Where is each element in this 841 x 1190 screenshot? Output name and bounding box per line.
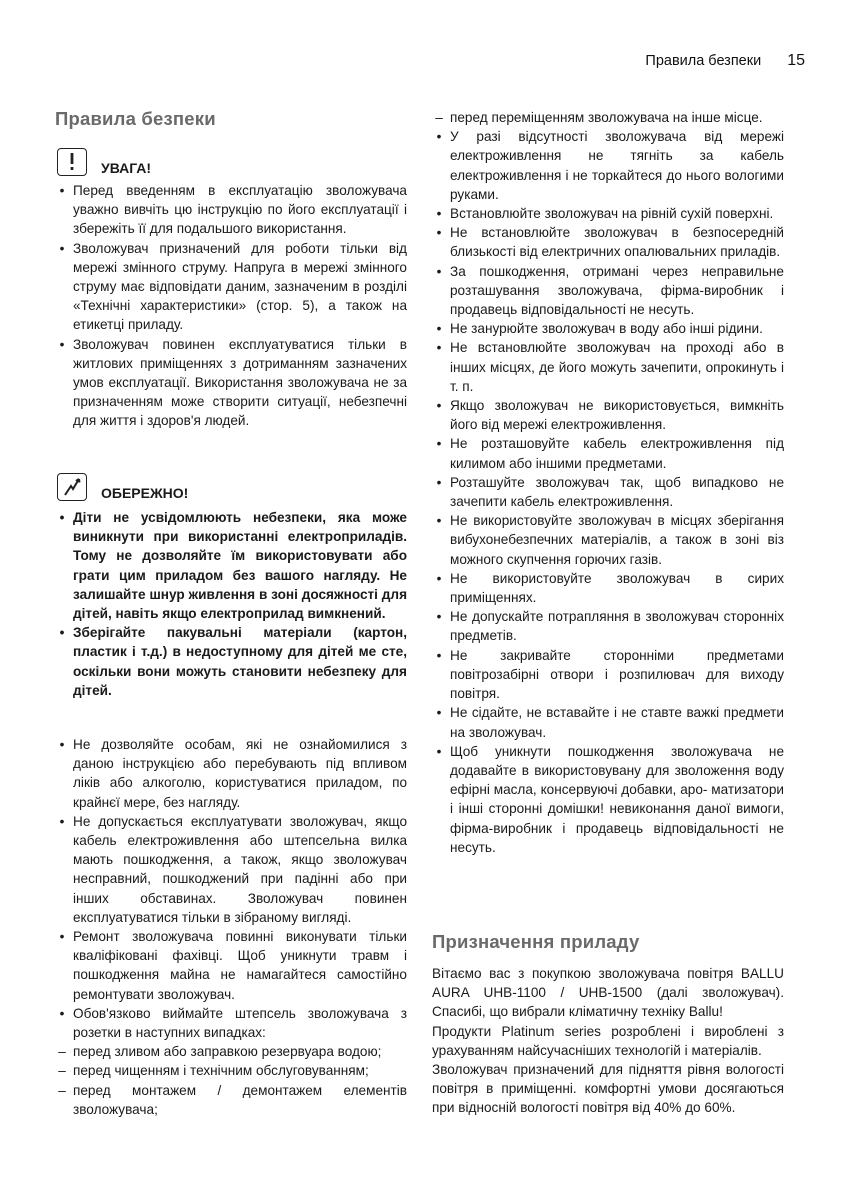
- general-list: [55, 735, 407, 1119]
- list-item: • Ремонт зволожувача повинні виконувати тільки кваліфіковані фахівці. Щоб уникнути травм і пошкодження майна не намагайтеся самостійно ремонтувати зволожувач.: [59, 929, 407, 1002]
- purpose-paragraph: Зволожувач призначений для підняття рівня вологості повітря в приміщенні. комфортні умови досягаються при відносній вологості повітря від 40% до 60%.: [432, 1062, 784, 1116]
- list-item: • Не розташовуйте кабель електроживлення під килимом або іншими предметами.: [436, 436, 784, 471]
- danger-list: [55, 508, 407, 700]
- section-title-safety: Правила безпеки: [55, 108, 216, 129]
- list-item: • Не використовуйте зволожувач в місцях зберігання вибухонебезпечних матеріалів, а також в зоні віз можного скупчення горючих газів.: [436, 513, 784, 567]
- list-item: • Обов'язково виймайте штепсель зволожувача з розетки в наступних випадках:: [59, 1005, 407, 1041]
- caution-list: [55, 181, 407, 431]
- list-item: • Зволожувач призначений для роботи тільки від мережі змінного струму. Напруга в мережі змінного струму має відповідати даним, зазначеним в розділі «Технічні характеристики» (стор. 5), а також на етикетці приладу.: [59, 240, 407, 333]
- list-item: • Перед введенням в експлуатацію зволожувача уважно вивчіть цю інструкцію по його експлуатації і збережіть її для подальшого використання.: [59, 183, 407, 237]
- dash-item: – перед чищенням і технічним обслуговуванням;: [58, 1063, 369, 1079]
- electric-shock-icon: [57, 473, 87, 501]
- list-item: • У разі відсутності зволожувача від мережі електроживлення не тягніть за кабель електроживлення і не торкайтеся до нього вологими руками.: [436, 129, 784, 202]
- list-item: • Встановлюйте зволожувач на рівній сухій поверхні.: [436, 206, 774, 222]
- list-item: • Діти не усвідомлюють небезпеки, яка може виникнути при використанні електроприладів. Тому не дозволяйте їм використовувати або грати цим приладом без вашого нагляду. Не залишайте шнур живлення в зоні досяжності для дітей, навіть якщо електроприлад вимкнений.: [59, 510, 407, 622]
- list-item: • Не дозволяйте особам, які не ознайомилися з даною інструкцією або перебувають під впливом ліків або алкоголю, користуватися приладом, по крайнєї мере, без нагляду.: [59, 737, 407, 810]
- list-item: • Зберігайте пакувальні матеріали (картон, пластик і т.д.) в недоступному для дітей ме сте, оскільки вони можуть становити небезпеку для дітей.: [59, 625, 407, 698]
- list-item: • Не занурюйте зволожувач в воду або інші рідини.: [436, 321, 763, 337]
- danger-label: ОБЕРЕЖНО!: [101, 485, 189, 501]
- exclamation-icon: [57, 148, 87, 176]
- running-header: [645, 52, 805, 70]
- dash-item: – перед монтажем / демонтажем елементів зволожувача;: [58, 1082, 407, 1117]
- list-item: • Не сідайте, не вставайте і не ставте важкі предмети на зволожувач.: [436, 705, 784, 740]
- list-item: • Зволожувач повинен експлуатуватися тільки в житлових приміщеннях з дотриманням зазначених умов експлуатації. Використання зволожувача не за призначенням може створити ситуації, небезпечні для життя і здоров'я людей.: [59, 336, 407, 429]
- list-item: • Не встановлюйте зволожувач на проході або в інших місцях, де його можуть зачепити, опрокинуть і т. п.: [436, 340, 784, 394]
- purpose-text: [432, 964, 784, 1118]
- caution-heading: [57, 148, 151, 176]
- page-number: 15: [787, 52, 805, 69]
- list-item: • Не допускається експлуатувати зволожувач, якщо кабель електроживлення або штепсельна вилка мають пошкодження, а також, якщо зволожувач несправний, пошкоджений при падінні або при інших обставинах. Зволожувач повинен експлуатуватися тільки в зібраному вигляді.: [59, 813, 407, 925]
- dash-item: – перед переміщенням зволожувача на інше місце.: [435, 110, 763, 125]
- list-item: • Не встановлюйте зволожувач в безпосередній близькості від електричних опалювальних приладів.: [436, 225, 784, 260]
- list-item: • Не використовуйте зволожувач в сирих приміщеннях.: [436, 570, 784, 606]
- purpose-paragraph: Продукти Platinum series розроблені і вироблені з урахуванням найсучасніших технологій і матеріалів.: [432, 1023, 784, 1058]
- list-item: • Щоб уникнути пошкодження зволожувача не додавайте в використовувану для зволоження воду ефірні масла, консервуючі добавки, аро- матизатори і інші сторонні домішки! невиконання даної вимоги, фірма-виробник і продавець відповідальності не несуть.: [436, 743, 784, 855]
- caution-label: УВАГА!: [101, 160, 152, 176]
- purpose-paragraph: Вітаємо вас з покупкою зволожувача повітря BALLU AURA UHB-1100 / UHB-1500 (далі зволожувач). Спасибі, що вибрали кліматичну техніку Ballu!: [432, 966, 784, 1020]
- list-item: • Розташуйте зволожувач так, щоб випадково не зачепити кабель електроживлення.: [436, 474, 784, 510]
- list-item: • За пошкодження, отримані через неправильне розташування зволожувача, фірма-виробник і продавець відповідальності не несуть.: [436, 263, 784, 318]
- safety-list-continued: [432, 108, 784, 857]
- danger-heading: [57, 473, 188, 501]
- list-item: • Не закривайте сторонніми предметами повітрозабірні отвори і розпилювач для виходу повітря.: [436, 647, 784, 702]
- list-item: • Не допускайте потрапляння в зволожувач сторонніх предметів.: [436, 609, 784, 644]
- list-item: • Якщо зволожувач не використовується, вимкніть його від мережі електроживлення.: [436, 398, 784, 433]
- section-title-purpose: Призначення приладу: [432, 931, 640, 952]
- running-header-section: Правила безпеки: [645, 53, 762, 69]
- dash-item: – перед зливом або заправкою резервуара водою;: [58, 1044, 382, 1060]
